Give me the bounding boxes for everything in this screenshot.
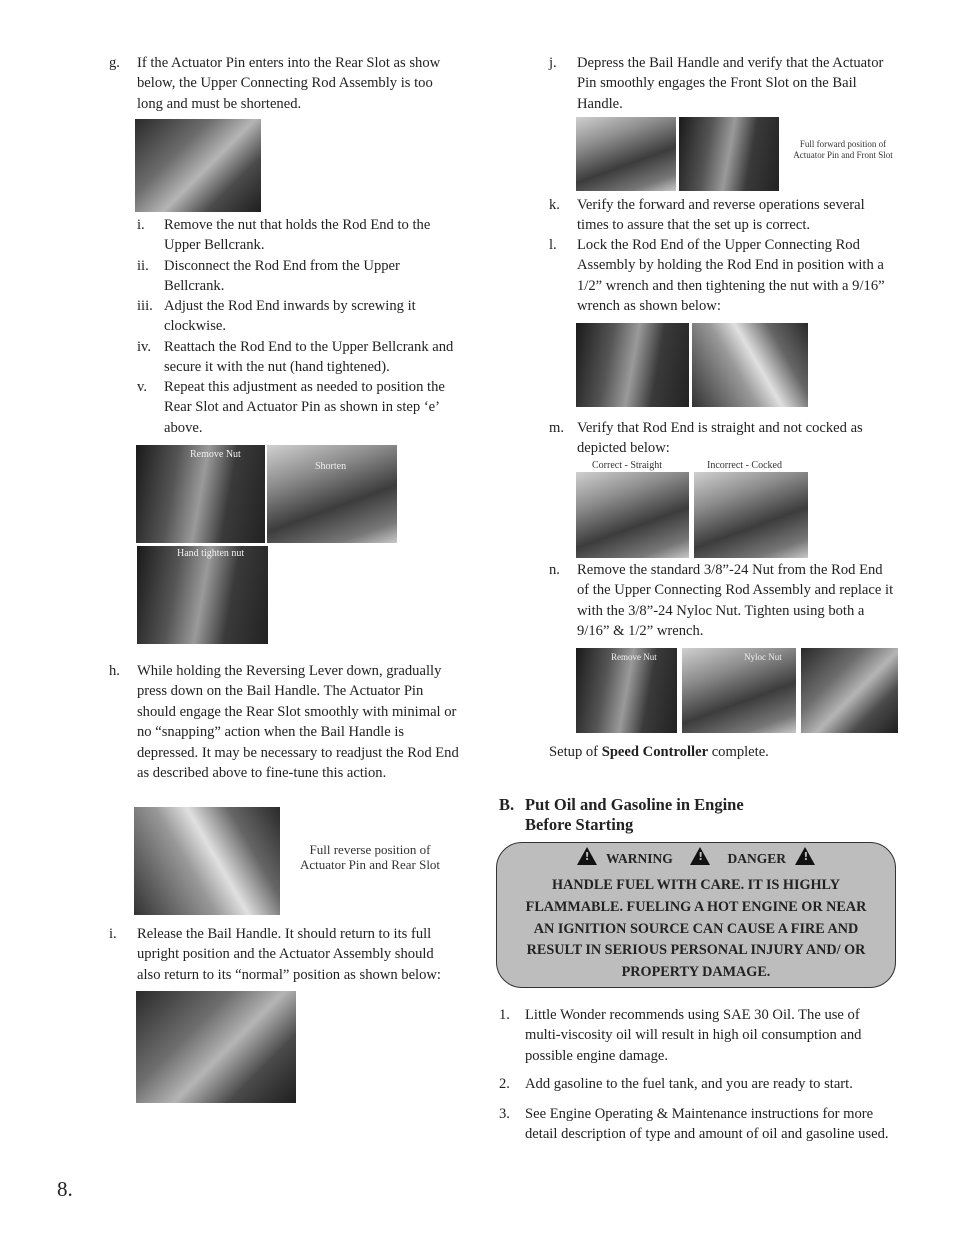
list-marker: 1.: [499, 1007, 510, 1023]
photo-caption: Remove Nut: [611, 652, 657, 662]
danger-label: DANGER: [727, 851, 787, 866]
step-marker: h.: [109, 663, 120, 679]
section-line2: Before Starting: [525, 815, 634, 834]
step-marker: j.: [549, 55, 557, 71]
step-text: If the Actuator Pin enters into the Rear Slot as show below, the Upper Connecting Rod Assembly is too long and must be shortened.: [137, 55, 441, 112]
step-text: Verify that Rod End is straight and not cocked as depicted below:: [577, 420, 863, 457]
nyloc-photo-1: [576, 648, 677, 733]
substep-text: Remove the nut that holds the Rod End to the Upper Bellcrank.: [164, 217, 431, 254]
setup-prefix: Setup of: [549, 744, 602, 760]
list-item: Add gasoline to the fuel tank, and you are ready to start.: [525, 1076, 853, 1092]
incorrect-caption: Incorrect - Cocked: [707, 460, 782, 471]
correct-straight-photo: [576, 472, 689, 558]
substep-marker: i.: [137, 217, 145, 233]
warning-line: AN IGNITION SOURCE CAN CAUSE A FIRE AND: [533, 920, 859, 937]
warning-line: PROPERTY DAMAGE.: [621, 964, 771, 981]
section-letter: B.: [499, 795, 515, 814]
warning-body: [497, 875, 895, 984]
step-marker: g.: [109, 55, 120, 71]
substep-text: Repeat this adjustment as needed to position the Rear Slot and Actuator Pin as shown in step ‘e’ above.: [164, 379, 445, 436]
step-marker: m.: [549, 420, 564, 436]
step-text: Remove the standard 3/8”-24 Nut from the Rod End of the Upper Connecting Rod Assembly and replace it with the 3/8”-24 Nyloc Nut. Tighten using both a 9/16” & 1/2” wrench.: [577, 562, 894, 640]
substep-marker: ii.: [137, 258, 149, 274]
photo-caption: Shorten: [315, 461, 347, 472]
step-marker: i.: [109, 926, 117, 942]
hand-tighten-photo: [137, 546, 268, 644]
remove-nut-photo: [136, 445, 265, 543]
page-number: 8.: [57, 1177, 73, 1201]
wrench-photo-2: [692, 323, 808, 407]
substep-marker: iii.: [137, 298, 153, 314]
list-item: Little Wonder recommends using SAE 30 Oil. The use of multi-viscosity oil will result in high oil consumption and possible engine damage.: [525, 1007, 862, 1064]
step-text: Depress the Bail Handle and verify that the Actuator Pin smoothly engages the Front Slot on the Bail Handle.: [577, 55, 884, 112]
warning-triangle-icon: [795, 847, 815, 865]
front-slot-photo-2: [679, 117, 779, 191]
forward-caption-box: [782, 117, 902, 191]
normal-position-photo: [136, 991, 296, 1103]
incorrect-cocked-photo: [694, 472, 808, 558]
step-text: Verify the forward and reverse operations several times to assure that the set up is correct.: [577, 197, 865, 234]
wrench-photo-1: [576, 323, 689, 407]
substep-text: Disconnect the Rod End from the Upper Bellcrank.: [164, 258, 400, 295]
warning-triangle-icon: [690, 847, 710, 865]
warning-line: HANDLE FUEL WITH CARE. IT IS HIGHLY: [552, 877, 840, 893]
setup-complete: [549, 742, 769, 762]
list-marker: 2.: [499, 1076, 510, 1092]
substep-text: Adjust the Rod End inwards by screwing it clockwise.: [164, 298, 416, 335]
step-text: Lock the Rod End of the Upper Connecting Rod Assembly by holding the Rod End in position with a 1/2” wrench and then tightening the nut with a 9/16” wrench as shown below:: [577, 237, 885, 315]
nyloc-photo-2: [682, 648, 796, 733]
rear-slot-photo: [135, 119, 261, 212]
step-text: Release the Bail Handle. It should return to its full upright position and the Actuator Assembly should also return to its “normal” position as shown below:: [137, 926, 441, 983]
photo-caption: Nyloc Nut: [744, 652, 782, 662]
forward-caption: Full forward position of Actuator Pin and Front Slot: [793, 139, 893, 160]
setup-suffix: complete.: [708, 744, 769, 760]
substep-marker: iv.: [137, 339, 152, 355]
warning-triangle-icon: [577, 847, 597, 865]
warning-header: [497, 847, 895, 869]
section-line1: Put Oil and Gasoline in Engine: [525, 795, 744, 814]
list-item: See Engine Operating & Maintenance instructions for more detail description of type and amount of oil and gasoline used.: [525, 1106, 889, 1143]
setup-bold: Speed Controller: [601, 744, 709, 760]
correct-caption: Correct - Straight: [592, 460, 662, 471]
list-marker: 3.: [499, 1106, 510, 1122]
substep-marker: v.: [137, 379, 147, 395]
substep-text: Reattach the Rod End to the Upper Bellcrank and secure it with the nut (hand tightened).: [164, 339, 454, 376]
step-marker: k.: [549, 197, 560, 213]
warning-label: WARNING: [605, 851, 673, 866]
fuel-warning-box: [496, 842, 896, 988]
step-marker: l.: [549, 237, 557, 253]
shorten-photo: [267, 445, 397, 543]
nyloc-photo-3: [801, 648, 898, 733]
step-text: While holding the Reversing Lever down, gradually press down on the Bail Handle. The Actuator Pin should engage the Rear Slot smoothly with minimal or no “snapping” action when the Bail Handle is depressed. It may be necessary to readjust the Rod End as described above to fine-tune this action.: [137, 663, 459, 782]
photo-caption: Hand tighten nut: [177, 548, 245, 559]
warning-line: FLAMMABLE. FUELING A HOT ENGINE OR NEAR: [525, 898, 867, 915]
reverse-caption: Full reverse position of Actuator Pin and Rear Slot: [299, 842, 441, 872]
warning-line: RESULT IN SERIOUS PERSONAL INJURY AND/ OR: [526, 942, 866, 959]
photo-caption: Remove Nut: [190, 449, 241, 460]
reverse-caption-box: [284, 808, 450, 915]
front-slot-photo-1: [576, 117, 676, 191]
reverse-position-photo: [134, 807, 280, 915]
step-marker: n.: [549, 562, 560, 578]
